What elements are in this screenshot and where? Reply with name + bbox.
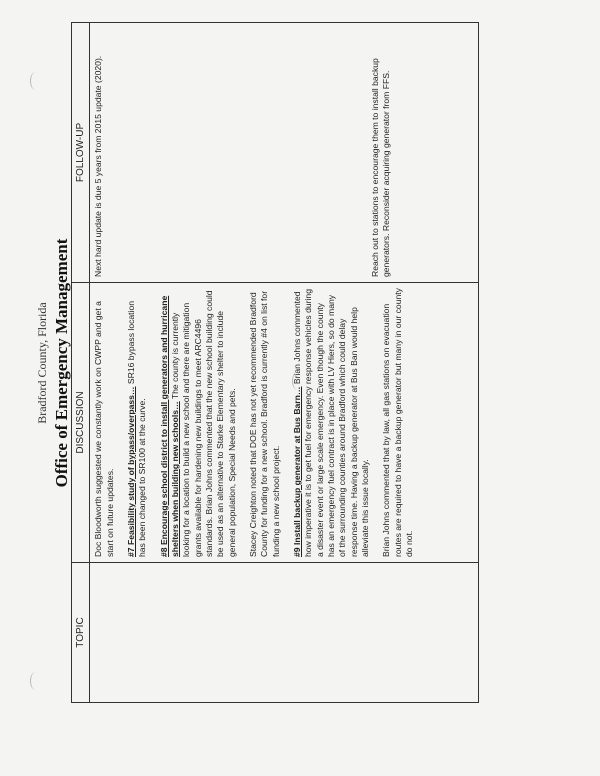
discussion-entry [126, 288, 149, 557]
spacer [115, 28, 370, 277]
follow-up-entry: Next hard update is due 5 years from 2015 update (2020). [93, 55, 104, 277]
follow-up-entry: Reach out to stations to encourage them to install backup generators. Reconsider acquiring generator from FFS. [369, 58, 391, 277]
item-heading: #7 Feasibility study of bypass/overpass… [125, 386, 136, 557]
minutes-table [71, 22, 479, 703]
discussion-entry: Stacey Creighton noted that DOE has not yet recommended Bradford County for funding for a new school. Bradford is currently #4 on list for funding a new school project. [247, 290, 281, 557]
discussion-entry [159, 288, 238, 557]
table-row [90, 23, 479, 703]
topic-cell [90, 563, 479, 703]
follow-up-cell [90, 23, 479, 283]
item-heading: #9 Install backup generator at Bus Barn… [292, 386, 302, 557]
item-text: SR16 bypass location has been changed to SR100 at the curve. [125, 300, 148, 557]
rotated-document [25, 23, 505, 703]
column-header-topic: TOPIC [72, 563, 90, 703]
column-header-follow-up: FOLLOW-UP [72, 23, 90, 283]
office-title: Office of Emergency Management [52, 238, 71, 488]
item-heading: #8 Encourage school district to install generators and hurricane shelters when building new schools… [158, 295, 180, 557]
item-text: Brian Johns commented how imperative it is to get fuel for emergency response vehicles during a disaster event or large scale emergency. Even though the county has an emergency fuel contract is in place with LV Hiers, so do many of the surrounding counties around Bradford which could delay response time. Having a backup generator at Bus Ban would help alleviate this issue locally. [292, 289, 371, 557]
item-text: The county is currently looking for a location to build a new school and there are mitigation grants available for hardening new buildings to meet ARC4496 standards. Brian Johns commented that the new school building could be used as an alternative to Starke Elementary shelter to include general population, Special Needs and pets. [169, 290, 237, 557]
table-header-row [72, 23, 90, 703]
discussion-entry [292, 288, 371, 557]
county-name: Bradford County, Florida [35, 302, 49, 424]
discussion-cell [90, 283, 479, 563]
discussion-entry: Brian Johns commented that by law, all gas stations on evacuation routes are required to have a backup generator but many in our county do not. [381, 288, 415, 557]
column-header-discussion: DISCUSSION [72, 283, 90, 563]
discussion-entry: Doc Bloodworth suggested we constantly work on CWPP and get a start on future updates. [93, 301, 115, 557]
